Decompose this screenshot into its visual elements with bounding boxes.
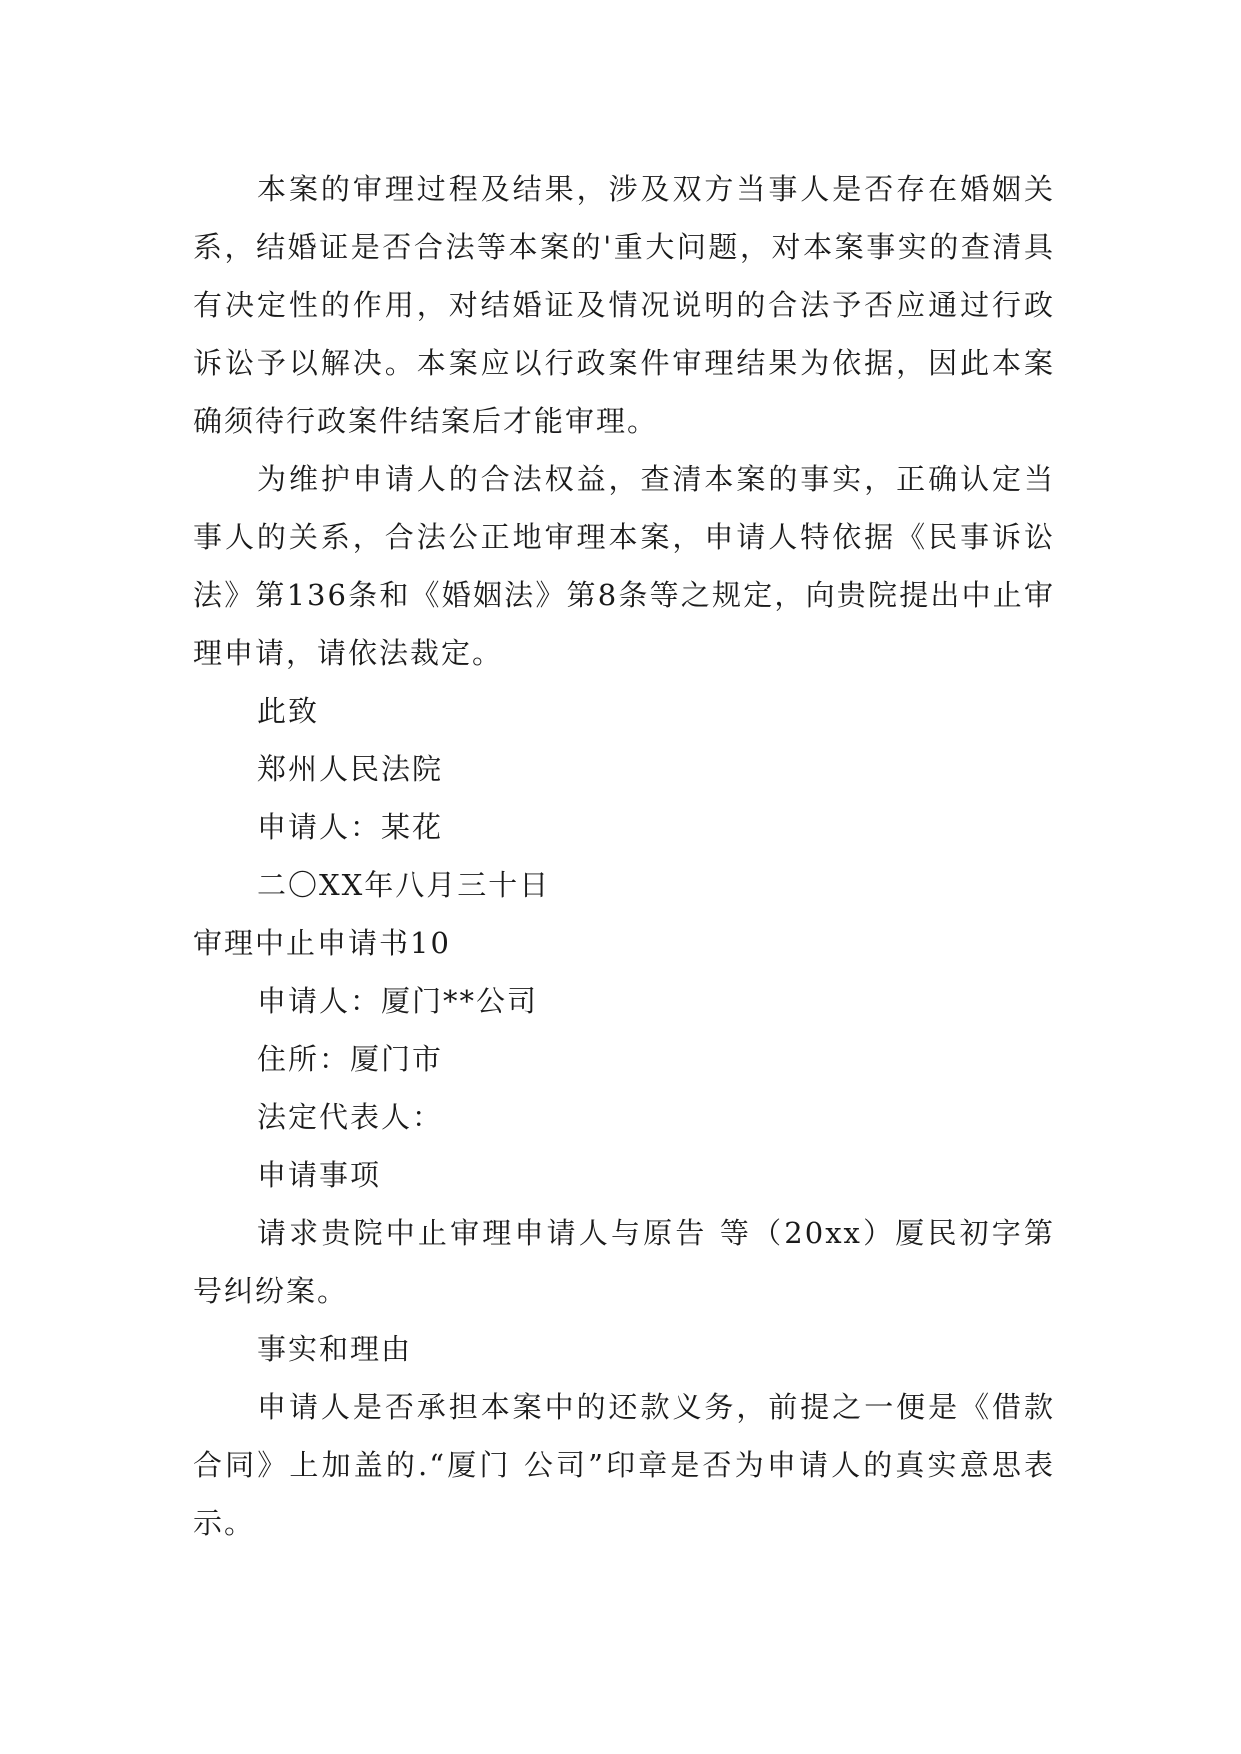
paragraph-facts: 申请人是否承担本案中的还款义务，前提之一便是《借款合同》上加盖的.“厦门 公司”印章是否为申请人的真实意思表示。 bbox=[193, 1390, 1055, 1540]
applicant-name: 申请人：厦门**公司 bbox=[257, 984, 539, 1018]
paragraph-application-basis: 为维护申请人的合法权益，查清本案的事实，正确认定当事人的关系，合法公正地审理本案，申请人特依据《民事诉讼法》第136条和《婚姻法》第8条等之规定，向贵院提出中止审理申请，请依法裁定。 bbox=[193, 462, 1055, 670]
applicant-address: 住所：厦门市 bbox=[257, 1042, 444, 1076]
document-body bbox=[193, 160, 1055, 1552]
recipient-court: 郑州人民法院 bbox=[257, 752, 444, 786]
paragraph-case-trial-process: 本案的审理过程及结果，涉及双方当事人是否存在婚姻关系，结婚证是否合法等本案的'重大问题，对本案事实的查清具有决定性的作用，对结婚证及情况说明的合法予否应通过行政诉讼予以解决。本案应以行政案件审理结果为依据，因此本案确须待行政案件结案后才能审理。 bbox=[193, 172, 1055, 438]
applicant-signature: 申请人：某花 bbox=[257, 810, 444, 844]
salutation: 此致 bbox=[257, 694, 320, 728]
paragraph-request: 请求贵院中止审理申请人与原告 等（20xx）厦民初字第 号纠纷案。 bbox=[193, 1216, 1055, 1308]
heading-facts-and-reasons: 事实和理由 bbox=[257, 1332, 413, 1366]
section-title: 审理中止申请书10 bbox=[193, 926, 451, 960]
heading-application-items: 申请事项 bbox=[257, 1158, 382, 1192]
document-date: 二〇XX年八月三十日 bbox=[257, 868, 551, 902]
legal-representative: 法定代表人： bbox=[257, 1100, 444, 1134]
